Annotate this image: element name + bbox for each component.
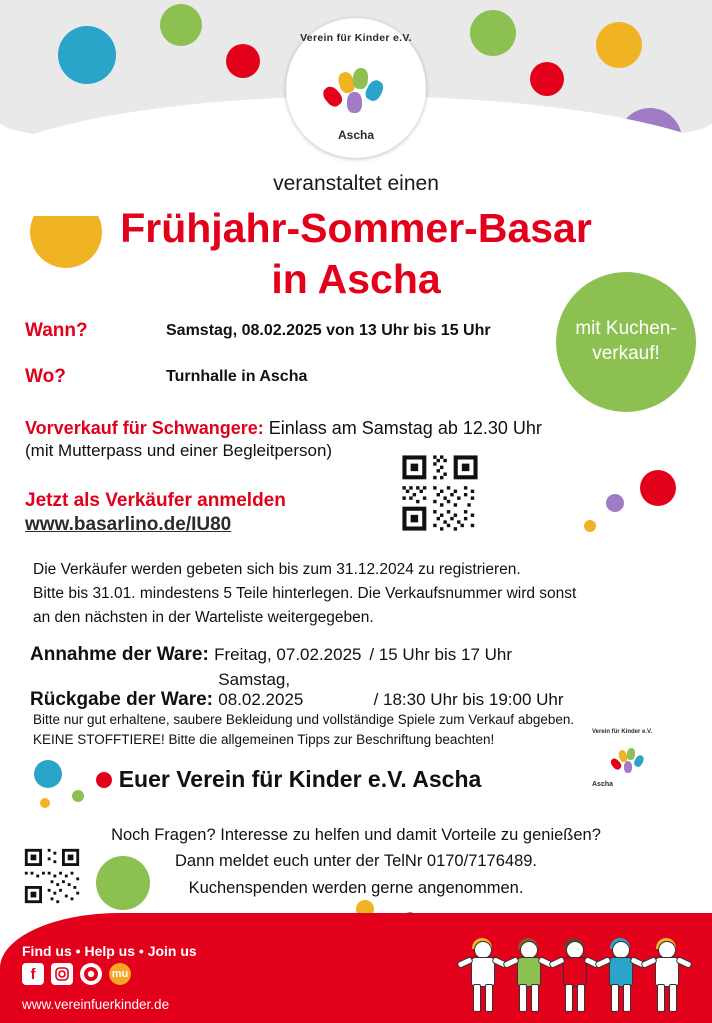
rules-line-1: Bitte nur gut erhaltene, saubere Bekleidung und vollständige Spiele zum Verkauf abgeben. <box>33 712 575 727</box>
contact-line-1: Noch Fragen? Interesse zu helfen und damit Vorteile zu genießen? <box>111 826 601 844</box>
decorative-circle <box>58 26 116 84</box>
registration-info <box>33 558 693 630</box>
signup-heading: Jetzt als Verkäufer anmelden <box>25 490 286 511</box>
footer-tagline: Find us • Help us • Join us <box>22 943 197 959</box>
when-value: Samstag, 08.02.2025 von 13 Uhr bis 15 Uhr <box>166 322 491 339</box>
cake-sale-badge-text: mit Kuchen-verkauf! <box>575 318 677 364</box>
registration-info-line-2: Bitte bis 31.01. mindestens 5 Teile hinterlegen. Die Verkaufsnummer wird sonst <box>33 585 577 603</box>
child-figure <box>646 937 686 1017</box>
pickup-row <box>30 670 564 711</box>
title-line-1: Frühjahr-Sommer-Basar <box>120 205 592 251</box>
social-links[interactable] <box>22 963 131 985</box>
association-logo-small <box>592 722 666 796</box>
decorative-circle <box>40 798 50 808</box>
registration-info-line-3: an den nächsten in der Warteliste weitergegeben. <box>33 609 374 627</box>
when-label: Wann? <box>25 320 88 341</box>
decorative-circle <box>584 520 596 532</box>
title-line-2: in Ascha <box>271 256 441 303</box>
instagram-icon[interactable] <box>51 963 73 985</box>
logo-top-text: Verein für Kinder e.V. <box>300 32 412 44</box>
decorative-circle <box>160 4 202 46</box>
decorative-circle <box>226 44 260 78</box>
decorative-circle <box>530 62 564 96</box>
cake-sale-badge <box>556 272 696 412</box>
presale-note: (mit Mutterpass und einer Begleitperson) <box>25 441 333 460</box>
decorative-circle <box>470 10 516 56</box>
dropoff-time: / 15 Uhr bis 17 Uhr <box>369 645 513 664</box>
registration-info-line-1: Die Verkäufer werden gebeten sich bis zum 31.12.2024 zu registrieren. <box>33 561 521 578</box>
children-illustration <box>462 925 694 1017</box>
child-figure <box>508 937 548 1017</box>
child-figure <box>554 937 594 1017</box>
hands-icon-small <box>612 746 646 774</box>
qr-code-website-image <box>22 846 82 906</box>
intro-text: veranstaltet einen <box>273 172 439 195</box>
dropoff-row <box>30 644 512 666</box>
pickup-time: / 18:30 Uhr bis 19:00 Uhr <box>373 690 564 709</box>
contact-line-3: Kuchenspenden werden gerne angenommen. <box>188 878 524 897</box>
association-logo <box>286 18 426 158</box>
qr-code-signup-image <box>392 452 488 534</box>
facebook-icon[interactable]: f <box>22 963 44 985</box>
logo-small-bottom-text: Ascha <box>592 781 614 788</box>
instagram-glyph <box>55 967 69 981</box>
pickup-date: Samstag, 08.02.2025 <box>218 670 304 709</box>
where-value: Turnhalle in Ascha <box>166 368 308 385</box>
hands-icon <box>325 64 387 116</box>
globe-glyph <box>83 966 99 982</box>
logo-small-top-text: Verein für Kinder e.V. <box>592 729 653 735</box>
rules-text <box>33 710 593 751</box>
decorative-circle <box>596 22 642 68</box>
signup-url-link[interactable]: www.basarlino.de/IU80 <box>25 514 232 535</box>
pickup-label: Rückgabe der Ware: <box>30 689 214 710</box>
footer-band <box>0 913 712 1023</box>
presale-label: Vorverkauf für Schwangere: <box>25 418 264 438</box>
contact-text <box>0 822 712 901</box>
contact-line-2: Dann meldet euch unter der TelNr 0170/7176489. <box>174 852 538 871</box>
qr-code-signup[interactable] <box>392 452 488 534</box>
globe-icon[interactable] <box>80 963 102 985</box>
qr-code-website[interactable] <box>22 846 82 906</box>
footer-url[interactable]: www.vereinfuerkinder.de <box>22 997 170 1012</box>
dropoff-label: Annahme der Ware: <box>30 644 209 665</box>
child-figure <box>600 937 640 1017</box>
logo-bottom-text: Ascha <box>337 128 375 142</box>
signoff-text: Euer Verein für Kinder e.V. Ascha <box>118 766 482 792</box>
dropoff-date: Freitag, 07.02.2025 <box>214 645 362 664</box>
mu-icon[interactable]: mu <box>109 963 131 985</box>
rules-line-2: KEINE STOFFTIERE! Bitte die allgemeinen Tipps zur Beschriftung beachten! <box>33 732 495 748</box>
where-label: Wo? <box>25 366 66 387</box>
child-figure <box>462 937 502 1017</box>
decorative-circle <box>606 494 624 512</box>
presale-value: Einlass am Samstag ab 12.30 Uhr <box>263 418 542 438</box>
decorative-circle <box>640 470 676 506</box>
